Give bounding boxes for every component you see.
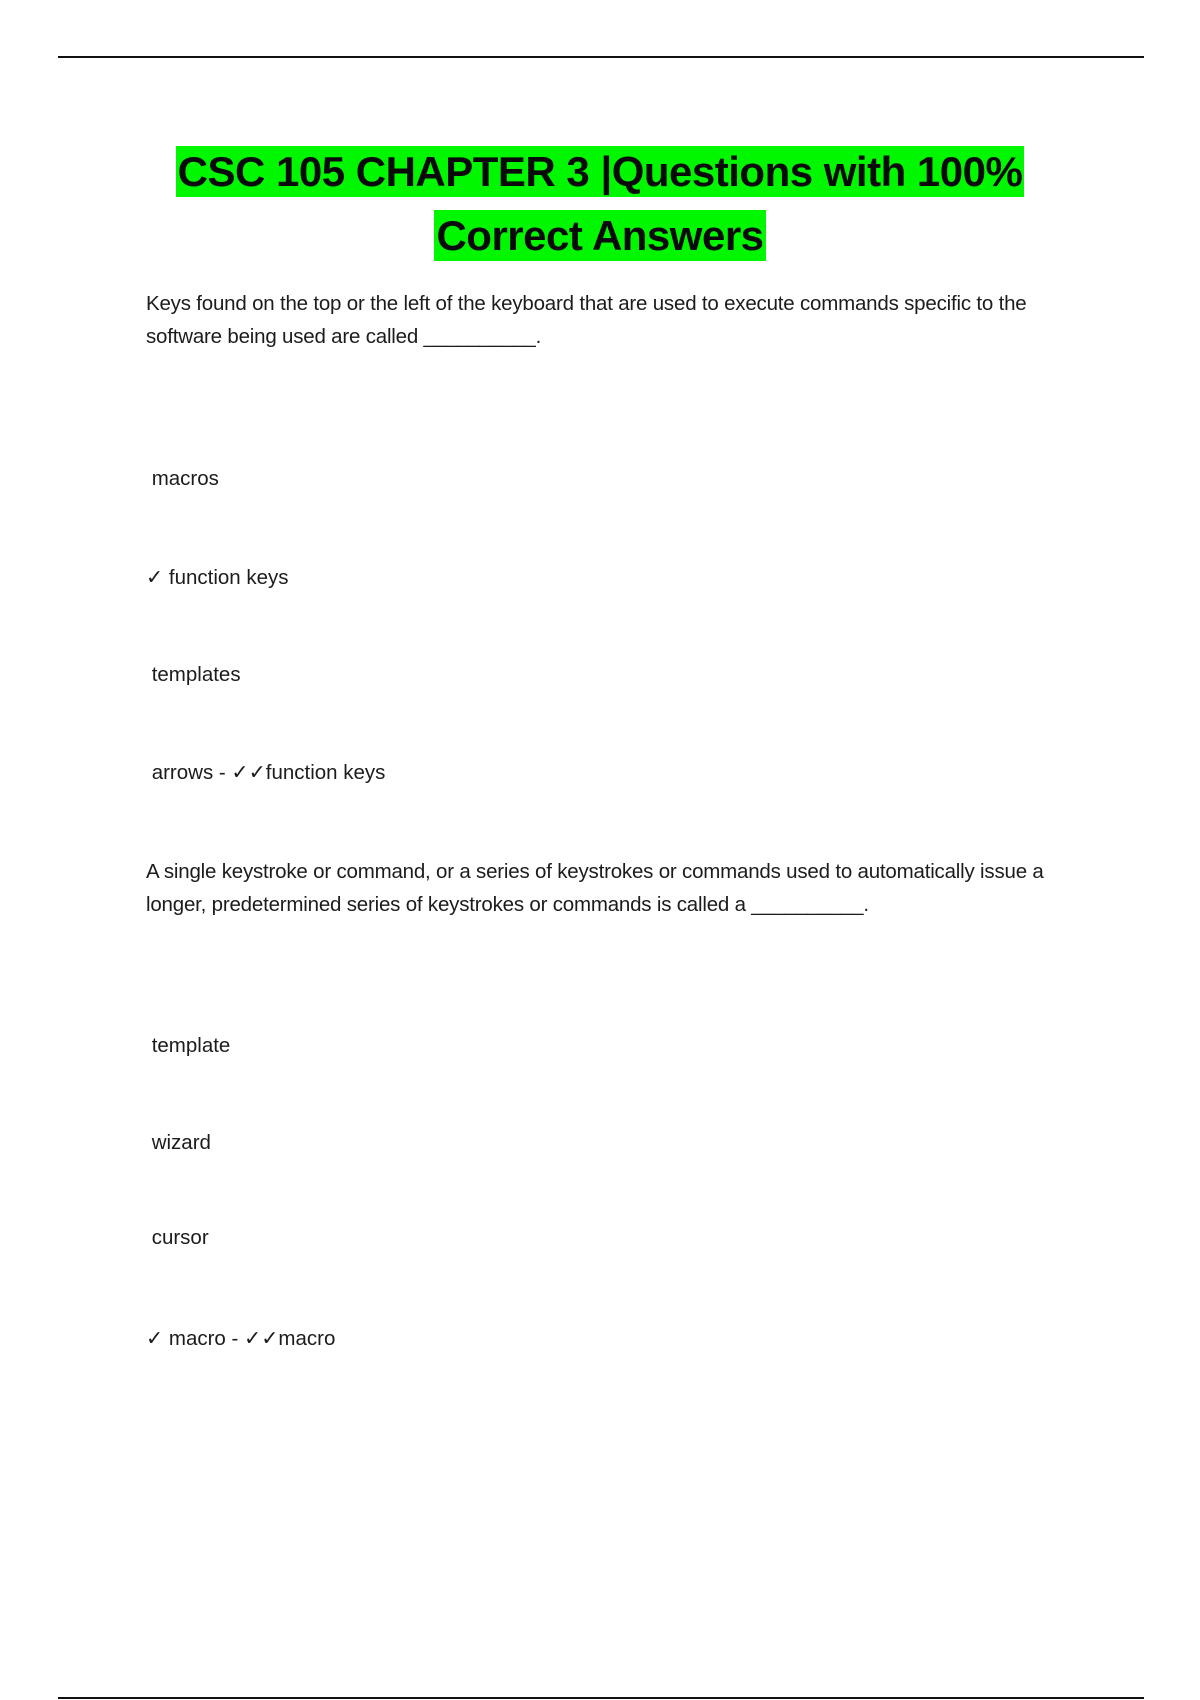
title-line-2: Correct Answers [436, 212, 764, 259]
footer-rule [58, 1697, 1144, 1699]
question-1-option-2: ✓ function keys [146, 566, 289, 589]
title-line-1: CSC 105 CHAPTER 3 |Questions with 100% [177, 148, 1023, 195]
question-1-option-1: macros [146, 467, 219, 490]
question-1-option-4: arrows - ✓✓function keys [146, 761, 386, 784]
question-2-text: A single keystroke or command, or a series of keystrokes or commands used to automatically issue a longer, predetermined series of keystrokes or commands is called a __________. [146, 860, 1044, 916]
question-1-text: Keys found on the top or the left of the keyboard that are used to execute commands specific to the software being used are called __________. [146, 292, 1027, 348]
question-2-option-4: ✓ macro - ✓✓macro [146, 1327, 336, 1350]
question-2-option-1: template [146, 1034, 231, 1057]
question-1-option-3: templates [146, 663, 241, 686]
question-2-option-2: wizard [146, 1131, 211, 1154]
question-2-option-3: cursor [146, 1226, 209, 1249]
document-title [0, 140, 1200, 268]
header-rule [58, 56, 1144, 58]
